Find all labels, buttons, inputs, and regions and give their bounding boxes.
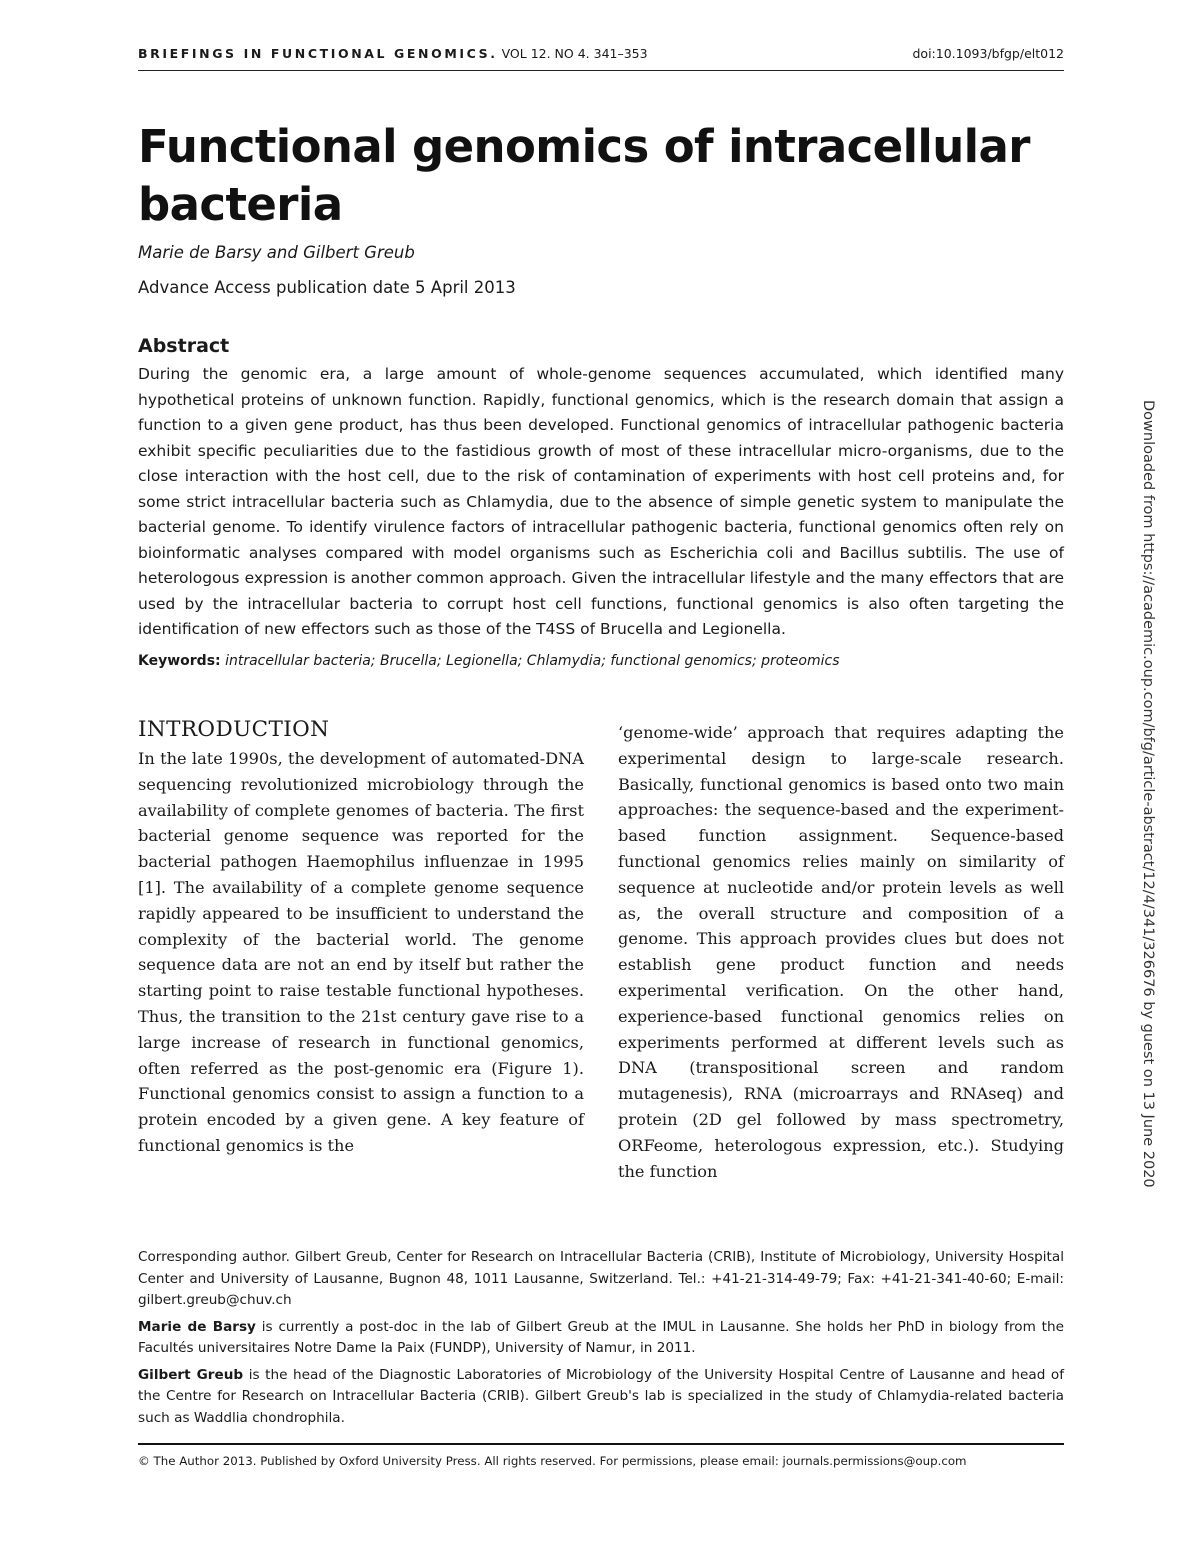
author-bio-1 (138, 1317, 1064, 1360)
author-bio-1-name: Marie de Barsy (138, 1318, 256, 1335)
keywords-list: intracellular bacteria; Brucella; Legionella; Chlamydia; functional genomics; proteomics (225, 653, 840, 669)
footnotes (138, 1247, 1064, 1429)
publication-date: Advance Access publication date 5 April 2013 (138, 278, 516, 297)
intro-right-column: ‘genome-wide’ approach that requires adapting the experimental design to large-scale research. Basically, functional genomics is based onto two main approaches: the sequence-based and the experiment-based function assignment. Sequence-based functional genomics relies mainly on similarity of sequence at nucleotide and/or protein levels as well as, the overall structure and composition of a genome. This approach provides clues but does not establish gene product function and needs experimental verification. On the other hand, experience-based functional genomics relies on experiments performed at different levels such as DNA (transpositional screen and random mutagenesis), RNA (microarrays and RNAseq) and protein (2D gel followed by mass spectrometry, ORFeome, heterologous expression, etc.). Studying the function (618, 723, 1064, 1181)
article-title: Functional genomics of intracellular bacteria (138, 120, 1030, 231)
journal-name: BRIEFINGS IN FUNCTIONAL GENOMICS. (138, 46, 498, 61)
author-bio-2-name: Gilbert Greub (138, 1366, 244, 1383)
copyright-notice: © The Author 2013. Published by Oxford University Press. All rights reserved. For permissions, please email: journals.permissions@oup.com (138, 1454, 967, 1468)
author-bio-1-text: is currently a post-doc in the lab of Gilbert Greub at the IMUL in Lausanne. She holds her PhD in biology from the Facultés universitaires Notre Dame la Paix (FUNDP), University of Namur, in 2011. (138, 1318, 1064, 1356)
header-rule (138, 70, 1064, 71)
corresponding-author-note: Corresponding author. Gilbert Greub, Center for Research on Intracellular Bacteria (CRIB), Institute of Microbiology, University Hospital Center and University of Lausanne, Bugnon 48, 1011 Lausanne, Switzerland. Tel.: +41-21-314-49-79; Fax: +41-21-341-40-60; E-mail: gilbert.greub@chuv.ch (138, 1249, 1064, 1308)
keywords (138, 653, 1064, 669)
authors: Marie de Barsy and Gilbert Greub (138, 243, 415, 262)
journal-volume: VOL 12. NO 4. 341–353 (501, 46, 648, 61)
abstract-text: During the genomic era, a large amount of whole-genome sequences accumulated, which identified many hypothetical proteins of unknown function. Rapidly, functional genomics, which is the research domain that assign a function to a given gene product, has thus been developed. Functional genomics of intracellular pathogenic bacteria exhibit specific peculiarities due to the fastidious growth of most of these intracellular micro-organisms, due to the close interaction with the host cell, due to the risk of contamination of experiments with host cell proteins and, for some strict intracellular bacteria such as Chlamydia, due to the absence of simple genetic system to manipulate the bacterial genome. To identify virulence factors of intracellular pathogenic bacteria, functional genomics often rely on bioinformatic analyses compared with model organisms such as Escherichia coli and Bacillus subtilis. The use of heterologous expression is another common approach. Given the intracellular lifestyle and the many effectors that are used by the intracellular bacteria to corrupt host cell functions, functional genomics is also often targeting the identification of new effectors such as those of the T4SS of Brucella and Legionella. (138, 365, 1064, 638)
author-bio-2-text: is the head of the Diagnostic Laboratories of Microbiology of the University Hospital Centre of Lausanne and head of the Centre for Research on Intracellular Bacteria (CRIB). Gilbert Greub's lab is specialized in the study of Chlamydia-related bacteria such as Waddlia chondrophila. (138, 1366, 1065, 1426)
running-header (138, 46, 1064, 61)
keywords-label: Keywords: (138, 653, 221, 669)
intro-left-column: In the late 1990s, the development of automated-DNA sequencing revolutionized microbiology through the availability of complete genomes of bacteria. The first bacterial genome sequence was reported for the bacterial pathogen Haemophilus influenzae in 1995 [1]. The availability of a complete genome sequence rapidly appeared to be insufficient to understand the complexity of the bacterial world. The genome sequence data are not an end by itself but rather the starting point to raise testable functional hypotheses. Thus, the transition to the 21st century gave rise to a large increase of research in functional genomics, often referred as the post-genomic era (Figure 1). Functional genomics consist to assign a function to a protein encoded by a given gene. A key feature of functional genomics is the (138, 749, 584, 1155)
doi: doi:10.1093/bfgp/elt012 (912, 46, 1064, 61)
introduction-heading: INTRODUCTION (138, 717, 330, 742)
download-watermark: Downloaded from https://academic.oup.com/bfg/article-abstract/12/4/341/326676 by guest on 13 June 2020 (1140, 400, 1156, 1188)
abstract-heading: Abstract (138, 335, 230, 357)
footer-rule (138, 1443, 1064, 1445)
author-bio-2 (138, 1365, 1064, 1430)
